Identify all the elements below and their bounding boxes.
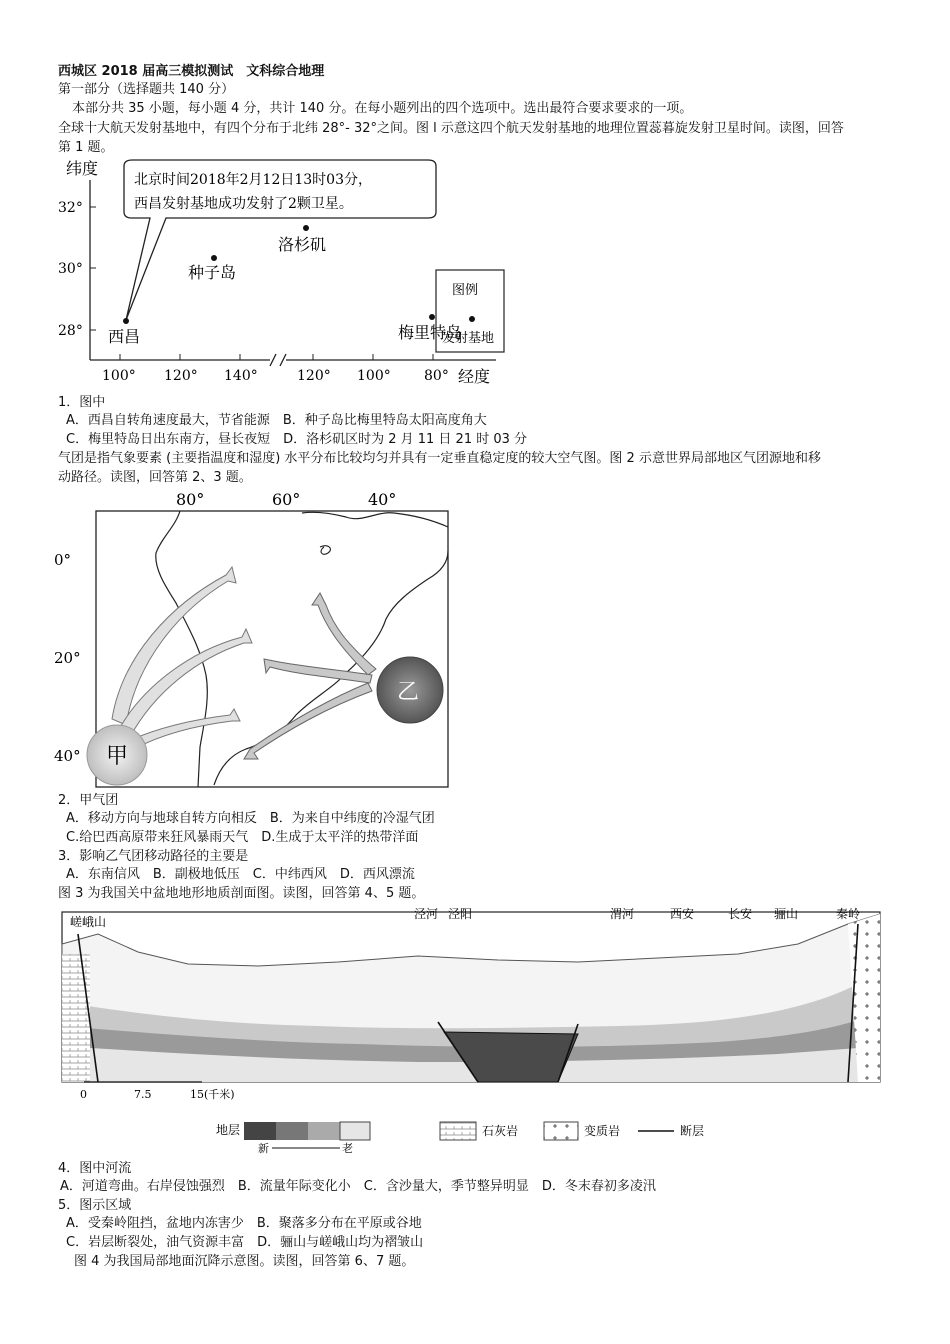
lon-tick-60: 60° [272, 490, 301, 509]
site-marker-merritt-island [429, 314, 435, 320]
legend-title: 图例 [452, 283, 479, 298]
y-axis-label: 纬度 [66, 159, 99, 178]
x-tick-100-e: 100° [102, 368, 136, 384]
intro-fig1-line1: 全球十大航天发射基地中，有四个分布于北纬 28°- 32°之间。图 l 示意这四个航天发射基地的地理位置蕊暮旋发射卫星时间。读图，回答 [58, 121, 844, 136]
place-jingyang: 泾阳 [448, 907, 473, 921]
q5-options-line2: C．岩层断裂处，油气资源丰富 D．骊山与嵯峨山均为褶皱山 [66, 1235, 424, 1250]
site-label-xichang: 西昌 [108, 327, 141, 346]
site-label-merritt-island: 梅里特岛 [398, 323, 463, 342]
air-mass-b-label: 乙 [397, 680, 420, 705]
lon-tick-80: 80° [176, 490, 205, 509]
y-tick-32: 32° [58, 200, 83, 216]
part-heading: 第一部分（选择题共 140 分） [58, 82, 235, 97]
place-changan: 长安 [728, 907, 753, 921]
q2-options-line2: C.给巴西高原带来狂风暴雨天气 D.生成于太平洋的热带洋面 [66, 830, 419, 845]
intro-fig3: 图 3 为我国关中盆地地形地质剖面图。读图，回答第 4、5 题。 [58, 886, 425, 901]
site-marker-tanegashima [211, 255, 217, 261]
site-label-los-angeles: 洛杉矶 [278, 235, 327, 254]
q1-stem: 1．图中 [58, 395, 106, 410]
legend-marker [469, 316, 475, 322]
legend-metamorphic: 变质岩 [584, 1124, 621, 1138]
legend-limestone: 石灰岩 [482, 1124, 519, 1138]
x-tick-80-w: 80° [424, 368, 449, 384]
legend-limestone-swatch [440, 1122, 476, 1140]
lat-tick-40: 40° [54, 747, 81, 765]
legend-metamorphic-swatch [544, 1122, 578, 1140]
place-jing-he: 泾河 [414, 907, 439, 921]
q1-options-line2: C．梅里特岛日出东南方，昼长夜短 D．洛杉矶区时为 2 月 11 日 21 时 03 分 [66, 432, 528, 447]
lat-tick-0: 0° [54, 551, 72, 569]
intro-fig4: 图 4 为我国局部地面沉降示意图。读图，回答第 6、7 题。 [74, 1254, 415, 1269]
x-tick-140-e: 140° [224, 368, 258, 384]
limestone-block [62, 954, 90, 1082]
scale-15: 15(千米) [190, 1088, 235, 1101]
q2-stem: 2．甲气团 [58, 793, 119, 808]
q5-stem: 5．图示区域 [58, 1198, 132, 1213]
q5-options-line1: A．受秦岭阻挡，盆地内冻害少 B．聚落多分布在平原或谷地 [66, 1216, 422, 1231]
scale-7-5: 7.5 [134, 1088, 152, 1101]
figure-3-guanzhong-profile [58, 904, 888, 1156]
legend-old: 老 [342, 1142, 353, 1155]
intro-fig2-line1: 气团是指气象要素 (主要指温度和湿度) 水平分布比较均匀并具有一定垂直稳定度的较大空气图。图 2 示意世界局部地区气团源地和移 [58, 451, 821, 466]
figure-2-air-masses [50, 487, 460, 792]
x-tick-120-e: 120° [164, 368, 198, 384]
y-tick-30: 30° [58, 261, 83, 277]
lat-tick-20: 20° [54, 649, 81, 667]
legend-strata-2 [276, 1122, 308, 1140]
callout-line-2: 西昌发射基地成功发射了2颗卫星。 [134, 196, 353, 212]
legend-strata-1 [244, 1122, 276, 1140]
legend-strata: 地层 [216, 1123, 241, 1137]
site-label-tanegashima: 种子岛 [188, 263, 237, 282]
site-marker-xichang [123, 318, 129, 324]
air-mass-a-label: 甲 [106, 744, 129, 769]
instructions: 本部分共 35 小题，每小题 4 分，共计 140 分。在每小题列出的四个选项中。选出最符合要求要求的一项。 [72, 101, 693, 116]
q4-options: A．河道弯曲。右岸侵蚀强烈 B．流量年际变化小 C．含沙量大，季节整异明显 D．冬末春初多凌汛 [60, 1179, 656, 1194]
legend-fault: 断层 [680, 1124, 705, 1138]
q4-stem: 4．图中河流 [58, 1161, 132, 1176]
legend-strata-3 [308, 1122, 340, 1140]
place-li-shan: 骊山 [774, 907, 799, 921]
x-axis-label: 经度 [458, 367, 491, 386]
q3-stem: 3．影响乙气团移动路径的主要是 [58, 849, 249, 864]
y-tick-28: 28° [58, 323, 83, 339]
x-tick-120-w: 120° [297, 368, 331, 384]
place-wei-he: 渭河 [610, 907, 635, 921]
legend-strata-4 [340, 1122, 370, 1140]
place-xian: 西安 [670, 907, 695, 921]
intro-fig2-line2: 动路径。读图，回答第 2、3 题。 [58, 470, 252, 485]
q2-options-line1: A．移动方向与地球自转方向相反 B．为来自中纬度的冷湿气团 [66, 811, 435, 826]
q3-options: A．东南信风 B．副极地低压 C．中纬西风 D．西风漂流 [66, 867, 415, 882]
figure-1-launch-sites [58, 158, 508, 390]
legend-item: 发射基地 [442, 331, 495, 346]
intro-fig1-line2: 第 1 题。 [58, 140, 114, 155]
place-cuoe-shan: 嵯峨山 [70, 915, 107, 929]
q1-options-line1: A．西昌自转角速度最大，节省能源 B．种子岛比梅里特岛太阳高度角大 [66, 413, 487, 428]
x-tick-100-w: 100° [357, 368, 391, 384]
exam-title: 西城区 2018 届高三模拟测试 文科综合地理 [58, 64, 325, 79]
site-marker-los-angeles [303, 225, 309, 231]
scale-0: 0 [80, 1088, 87, 1101]
legend-new: 新 [258, 1142, 269, 1155]
place-qinling: 秦岭 [836, 907, 861, 921]
callout-line-1: 北京时间2018年2月12日13时03分， [134, 172, 372, 188]
lon-tick-40: 40° [368, 490, 397, 509]
